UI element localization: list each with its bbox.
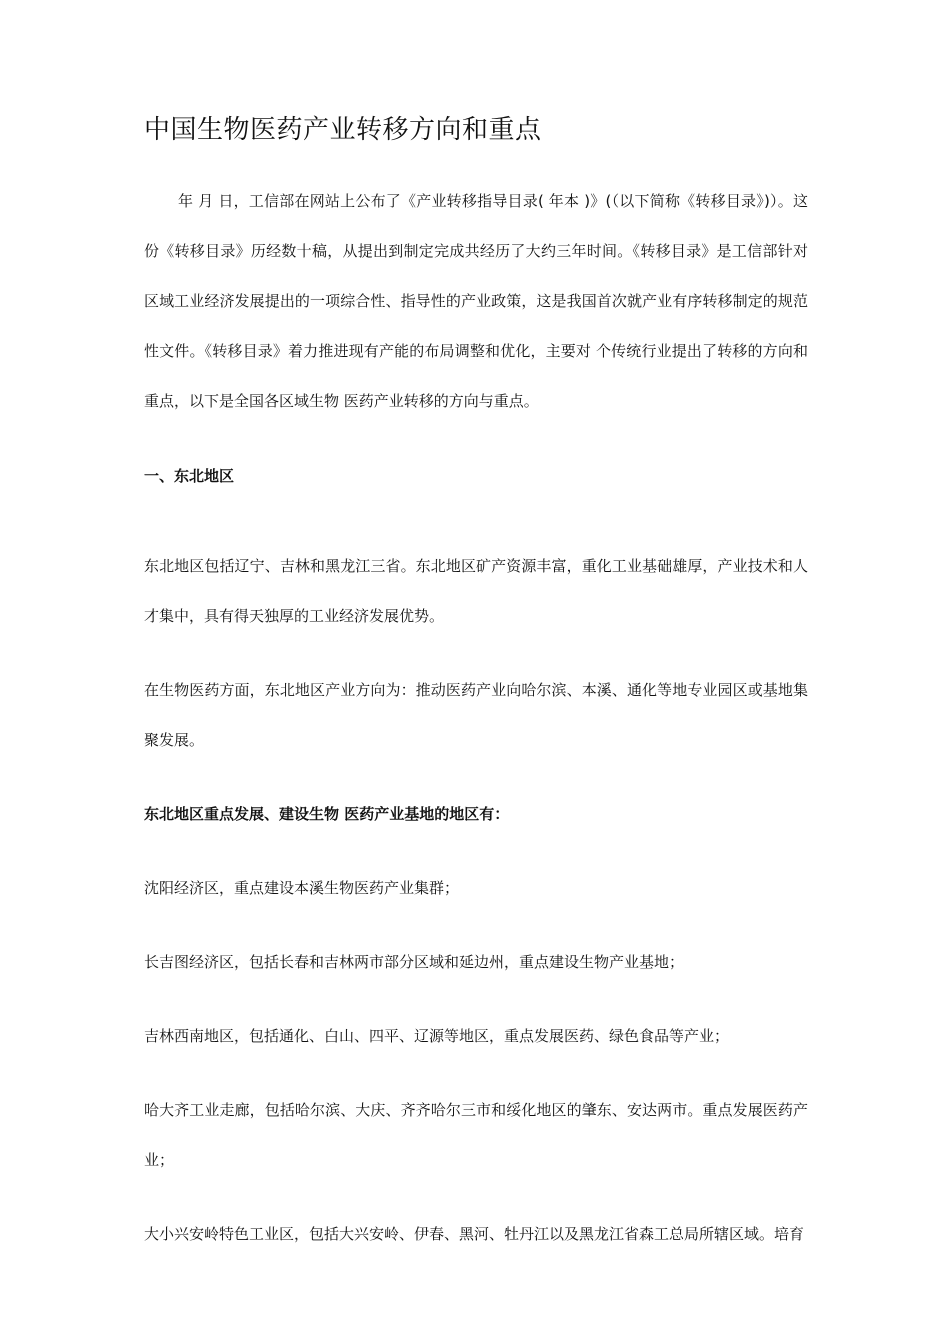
list-item: 长吉图经济区，包括长春和吉林两市部分区域和延边州，重点建设生物产业基地；: [144, 953, 685, 971]
list-item: 沈阳经济区，重点建设本溪生物医药产业集群；: [144, 879, 460, 897]
list-item: 大小兴安岭特色工业区，包括大兴安岭、伊春、黑河、牡丹江以及黑龙江省森工总局所辖区域。培育: [144, 1225, 805, 1243]
northeast-biomed-direction-paragraph: 在生物医药方面，东北地区产业方向为：推动医药产业向哈尔滨、本溪、通化等地专业园区或基地集聚发展。: [144, 681, 808, 749]
intro-paragraph: 年 月 日，工信部在网站上公布了《产业转移指导目录( 年本 )》(（以下简称《转移目录》)）。这份《转移目录》历经数十稿，从提出到制定完成共经历了大约三年时间。《转移目录》是工信部针对区域工业经济发展提出的一项综合性、指导性的产业政策，这是我国首次就产业有序转移制定的规范性文件。《转移目录》着力推进现有产能的布局调整和优化，主要对 个传统行业提出了转移的方向和重点，以下是全国各区域生物 医药产业转移的方向与重点。: [144, 192, 808, 410]
section-heading-northeast: 一、东北地区: [144, 467, 235, 485]
list-item: 吉林西南地区，包括通化、白山、四平、辽源等地区，重点发展医药、绿色食品等产业；: [144, 1027, 730, 1045]
document-title: 中国生物医药产业转移方向和重点: [144, 115, 542, 145]
list-item: 哈大齐工业走廊，包括哈尔滨、大庆、齐齐哈尔三市和绥化地区的肇东、安达两市。重点发展医药产业；: [144, 1101, 808, 1169]
document-body: [144, 112, 808, 1259]
northeast-key-bases-heading: 东北地区重点发展、建设生物 医药产业基地的地区有：: [144, 805, 510, 823]
northeast-overview-paragraph: 东北地区包括辽宁、吉林和黑龙江三省。东北地区矿产资源丰富，重化工业基础雄厚，产业技术和人才集中，具有得天独厚的工业经济发展优势。: [144, 557, 808, 625]
